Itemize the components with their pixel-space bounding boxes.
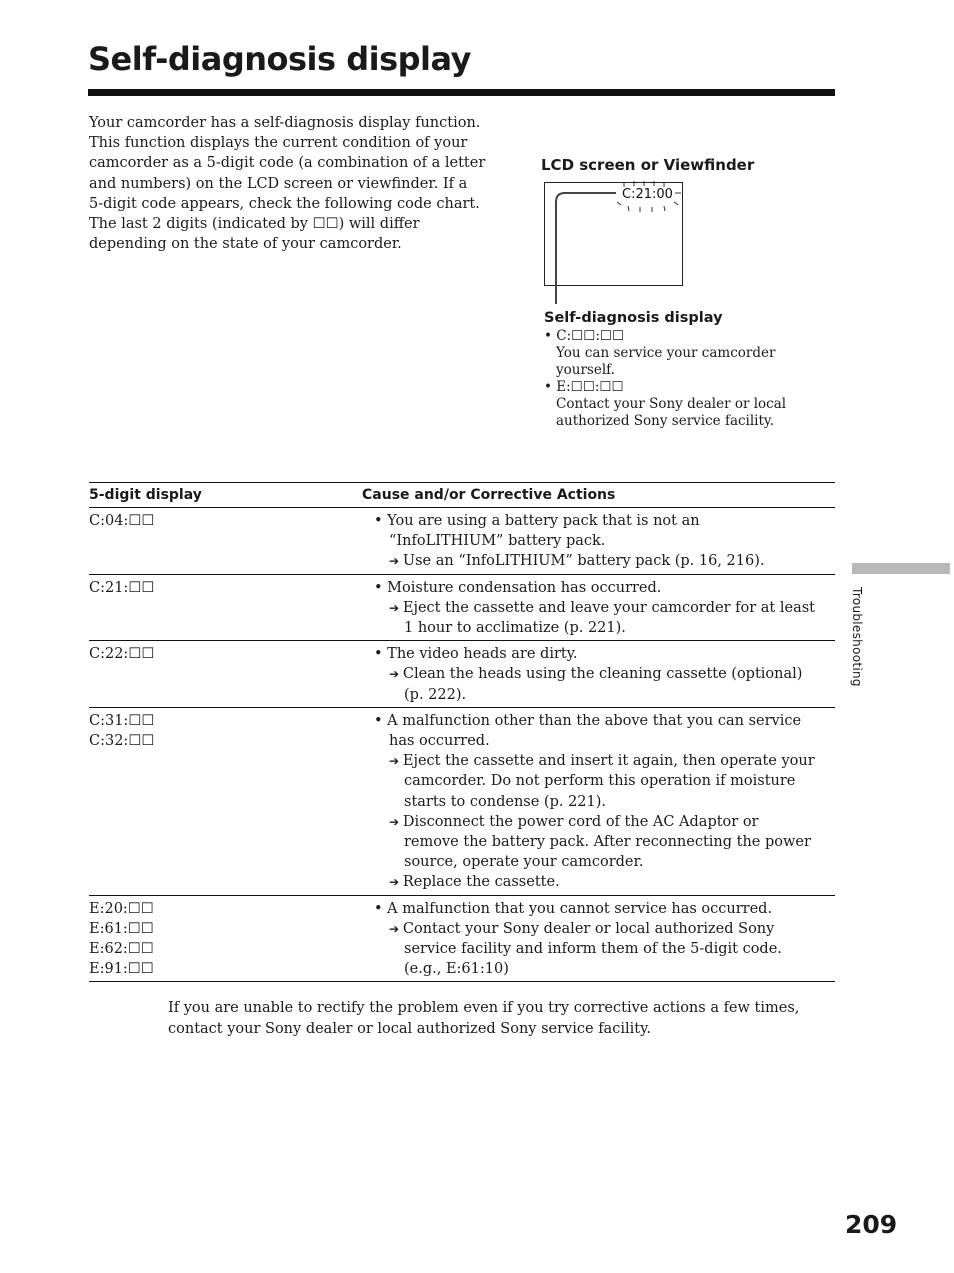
self-diagnosis-code: • E:☐☐:☐☐ [544,379,624,395]
table-row [89,896,835,983]
diagnosis-code: C:31:☐☐ [89,712,155,729]
self-diagnosis-item [544,379,834,430]
self-diagnosis-items [544,328,834,430]
cause-text: • A malfunction other than the above that you can service has occurred. [374,712,802,750]
corrective-action-text: Eject the cassette and leave your camcorder for at least 1 hour to acclimatize (p. 221). [402,599,815,637]
right-arrow-icon: ➔ [389,921,403,936]
corrective-action [374,664,835,704]
corrective-action [374,598,835,638]
corrective-action-text: Disconnect the power cord of the AC Adaptor or remove the battery pack. After reconnecting the power source, operate your camcorder. [402,813,811,871]
self-diagnosis-legend [544,310,834,430]
page-title: Self-diagnosis display [88,40,471,78]
corrective-action [374,919,835,980]
corrective-action-text: Use an “InfoLITHIUM” battery pack (p. 16, 216). [402,553,765,570]
right-arrow-icon: ➔ [389,875,403,890]
right-arrow-icon: ➔ [389,754,403,769]
cause-text: • The video heads are dirty. [374,646,578,663]
right-arrow-icon: ➔ [389,600,403,615]
lcd-display-code: C:21:00 [622,187,673,202]
cause-text: • Moisture condensation has occurred. [374,579,662,596]
self-diagnosis-description: You can service your camcorder yourself. [556,345,776,378]
page-number: 209 [845,1210,898,1239]
cause-cell [374,644,835,705]
table-row [89,641,835,708]
diagnosis-code: E:20:☐☐ [89,900,154,917]
diagnosis-code: C:04:☐☐ [89,513,155,529]
lcd-screen-illustration [540,176,690,306]
self-diagnosis-description: Contact your Sony dealer or local authorized Sony service facility. [556,396,787,429]
code-cell [89,899,374,980]
table-row [89,508,835,575]
right-arrow-icon: ➔ [389,814,403,829]
diagnosis-code: E:91:☐☐ [89,961,154,978]
cause-cell [374,511,835,572]
intro-paragraph: Your camcorder has a self-diagnosis display function. This function displays the current condition of your camcorder as a 5-digit code (a combination of a letter and numbers) on the LCD screen or viewfinder. If a 5-digit code appears, check the following code chart. The last 2 digits (indicated by ☐☐) will differ depending on the state of your camcorder. [89,115,486,253]
cause-cell [374,578,835,639]
table-row [89,708,835,896]
cause-cell [374,899,835,980]
cause-text: • You are using a battery pack that is not an “InfoLITHIUM” battery pack. [374,513,700,550]
diagnosis-code: C:21:☐☐ [89,579,155,596]
callout-leader-line [556,193,616,304]
code-cell [89,711,374,893]
code-cell [89,578,374,639]
cause-cell [374,711,835,893]
section-side-label: Troubleshooting [850,587,864,687]
table-header [89,483,835,508]
column-header-cause: Cause and/or Corrective Actions [362,487,616,503]
self-diagnosis-code: • C:☐☐:☐☐ [544,328,625,344]
diagnosis-code: C:22:☐☐ [89,646,155,663]
diagnosis-code: C:32:☐☐ [89,733,155,750]
right-arrow-icon: ➔ [389,667,403,682]
diagnosis-code: E:61:☐☐ [89,920,154,937]
code-cell [89,511,374,572]
self-diagnosis-heading: Self-diagnosis display [544,310,723,326]
corrective-action [374,872,835,892]
corrective-action [374,551,835,571]
footnote: If you are unable to rectify the problem even if you try corrective actions a few times, contact your Sony dealer or local authorized Sony service facility. [168,1000,800,1037]
corrective-action [374,812,835,873]
cause-text: • A malfunction that you cannot service has occurred. [374,900,773,917]
column-header-code: 5-digit display [89,487,202,503]
section-tab-bar [852,563,950,574]
corrective-action-text: Eject the cassette and insert it again, then operate your camcorder. Do not perform this operation if moisture starts to condense (p. 221). [402,753,815,810]
lcd-heading: LCD screen or Viewfinder [541,156,755,174]
code-cell [89,644,374,705]
right-arrow-icon: ➔ [389,554,403,569]
title-rule [88,89,835,96]
corrective-action [374,751,835,812]
corrective-action-text: Replace the cassette. [402,874,560,891]
code-chart-table [89,482,835,982]
table-row [89,575,835,642]
table-body [89,508,835,982]
corrective-action-text: Contact your Sony dealer or local authorized Sony service facility and inform them of the 5-digit code. (e.g., E:61:10) [402,920,782,978]
corrective-action-text: Clean the heads using the cleaning cassette (optional) (p. 222). [402,666,803,703]
self-diagnosis-item [544,328,834,379]
diagnosis-code: E:62:☐☐ [89,941,154,958]
